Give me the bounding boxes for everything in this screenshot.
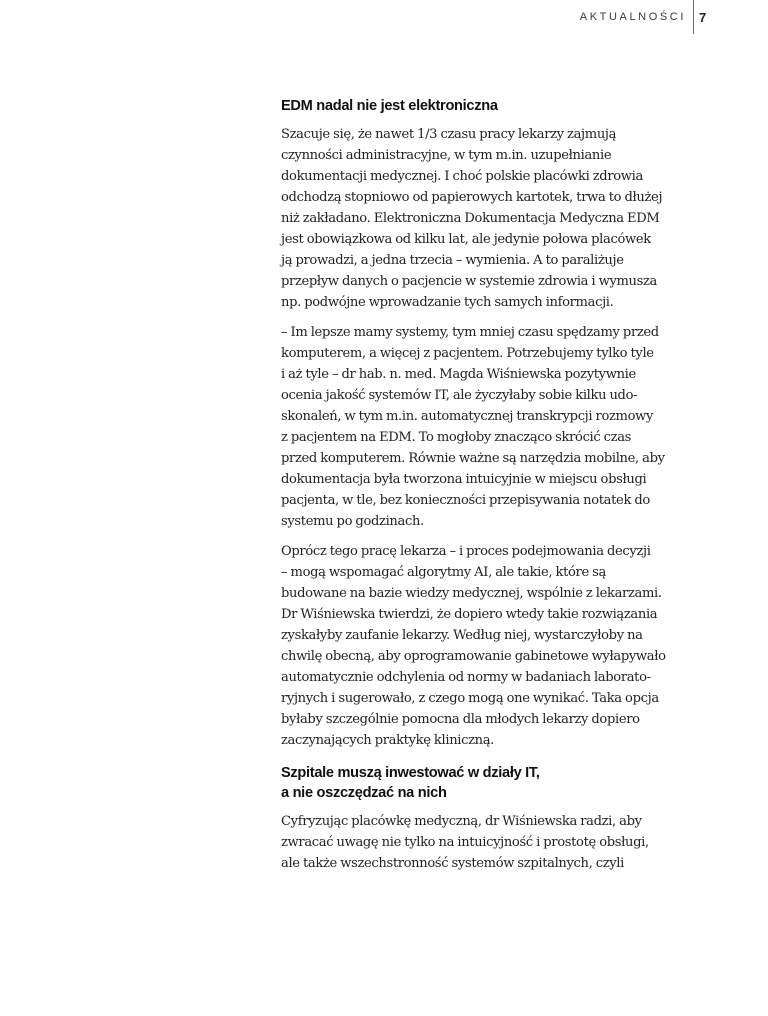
- text-line: np. podwójne wprowadzanie tych samych informacji.: [281, 295, 614, 310]
- text-line: automatycznie odchylenia od normy w badaniach laborato-: [281, 670, 651, 685]
- text-line: Oprócz tego pracę lekarza – i proces podejmowania decyzji: [281, 544, 651, 559]
- text-line: budowane na bazie wiedzy medycznej, wspólnie z lekarzami.: [281, 586, 662, 601]
- text-line: zwracać uwagę nie tylko na intuicyjność i prostotę obsługi,: [281, 835, 649, 850]
- text-line: Cyfryzując placówkę medyczną, dr Wiśniewska radzi, aby: [281, 814, 642, 829]
- section-heading-edm: EDM nadal nie jest elektroniczna: [281, 98, 498, 114]
- text-line: Dr Wiśniewska twierdzi, że dopiero wtedy takie rozwiązania: [281, 607, 658, 622]
- text-line: byłaby szczególnie pomocna dla młodych lekarzy dopiero: [281, 712, 640, 727]
- text-line: dokumentacja była tworzona intuicyjnie w miejscu obsługi: [281, 472, 647, 487]
- text-line: chwilę obecną, aby oprogramowanie gabinetowe wyłapywało: [281, 649, 666, 664]
- text-line: – Im lepsze mamy systemy, tym mniej czasu spędzamy przed: [281, 325, 659, 340]
- text-line: ocenia jakość systemów IT, ale życzyłaby sobie kilku udo-: [281, 388, 638, 403]
- heading-line: Szpitale muszą inwestować w działy IT,: [281, 765, 540, 781]
- text-line: przed komputerem. Równie ważne są narzędzia mobilne, aby: [281, 451, 665, 466]
- heading-line: a nie oszczędzać na nich: [281, 785, 447, 801]
- header-divider: [693, 0, 694, 34]
- text-line: skonaleń, w tym m.in. automatycznej transkrypcji rozmowy: [281, 409, 654, 424]
- text-line: i aż tyle – dr hab. n. med. Magda Wiśniewska pozytywnie: [281, 367, 636, 382]
- text-line: dokumentacji medycznej. I choć polskie placówki zdrowia: [281, 169, 643, 184]
- text-line: niż zakładano. Elektroniczna Dokumentacja Medyczna EDM: [281, 211, 660, 226]
- paragraph-4: [281, 811, 693, 874]
- text-line: ryjnych i sugerowało, z czego mogą one wynikać. Taka opcja: [281, 691, 659, 706]
- text-line: ale także wszechstronność systemów szpitalnych, czyli: [281, 856, 624, 871]
- text-line: czynności administracyjne, w tym m.in. uzupełnianie: [281, 148, 612, 163]
- text-line: zyskałyby zaufanie lekarzy. Według niej, wystarczyłoby na: [281, 628, 643, 643]
- article-body: [281, 96, 693, 883]
- text-line: przepływ danych o pacjencie w systemie zdrowia i wymusza: [281, 274, 658, 289]
- text-line: odchodzą stopniowo od papierowych kartotek, trwa to dłużej: [281, 190, 663, 205]
- paragraph-2-quote: [281, 322, 693, 532]
- text-line: ją prowadzi, a jedna trzecia – wymienia. A to paraliżuje: [281, 253, 624, 268]
- paragraph-1: [281, 124, 693, 313]
- text-line: komputerem, a więcej z pacjentem. Potrzebujemy tylko tyle: [281, 346, 654, 361]
- text-line: pacjenta, w tle, bez konieczności przepisywania notatek do: [281, 493, 650, 508]
- text-line: – mogą wspomagać algorytmy AI, ale takie, które są: [281, 565, 607, 580]
- text-line: Szacuje się, że nawet 1/3 czasu pracy lekarzy zajmują: [281, 127, 617, 142]
- page-number: 7: [699, 10, 707, 25]
- section-heading-it: [281, 763, 693, 803]
- text-line: jest obowiązkowa od kilku lat, ale jedynie połowa placówek: [281, 232, 651, 247]
- text-line: zaczynających praktykę kliniczną.: [281, 733, 494, 748]
- text-line: systemu po godzinach.: [281, 514, 424, 529]
- text-line: z pacjentem na EDM. To mogłoby znacząco skrócić czas: [281, 430, 632, 445]
- paragraph-3: [281, 541, 693, 751]
- section-title: AKTUALNOŚCI: [579, 11, 686, 23]
